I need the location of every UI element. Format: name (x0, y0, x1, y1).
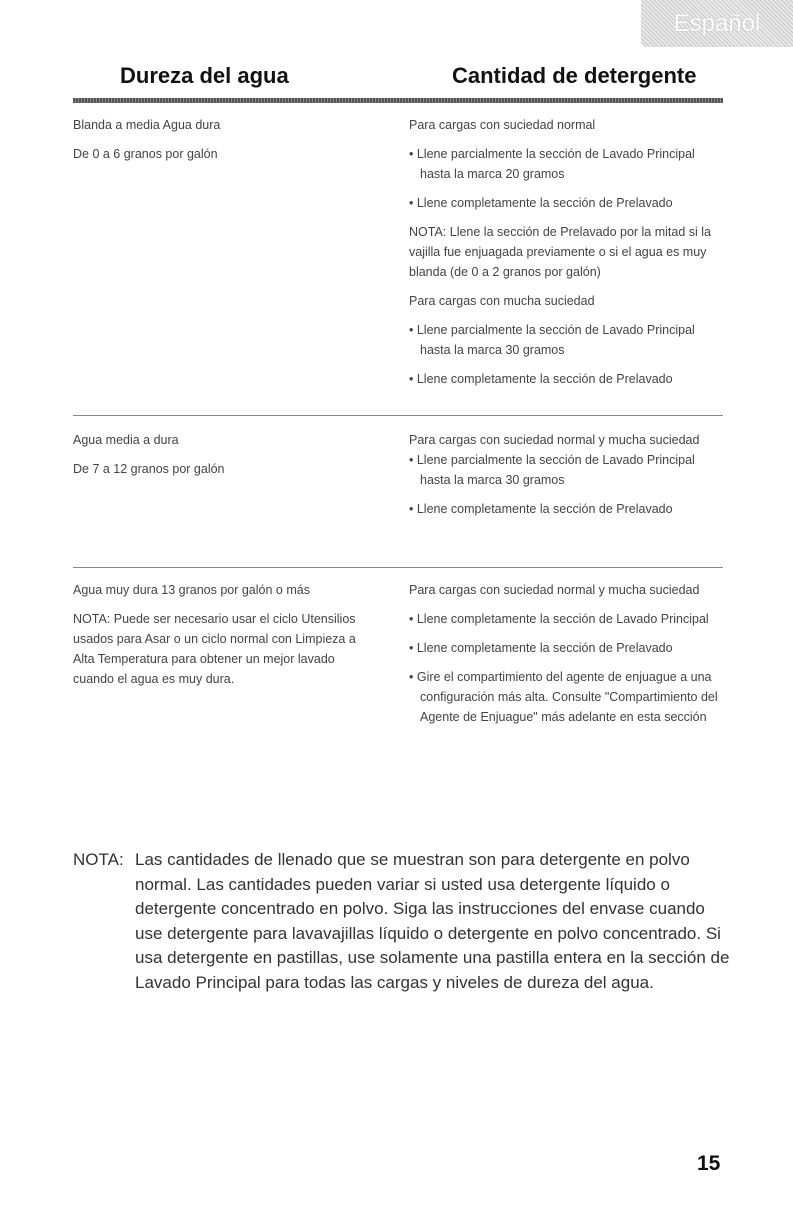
instruction-bullet: • Llene completamente la sección de Prelavado (409, 196, 673, 210)
hardness-cell (73, 580, 383, 689)
instruction-bullet: • Llene parcialmente la sección de Lavado Principal hasta la marca 30 gramos (409, 453, 695, 487)
instruction-bullet: • Llene completamente la sección de Lavado Principal (409, 612, 709, 626)
row-divider (73, 415, 723, 416)
table-header (0, 63, 793, 103)
water-hardness-heading: Dureza del agua (120, 63, 289, 88)
row-divider (73, 567, 723, 568)
load-type: Para cargas con suciedad normal (409, 118, 596, 132)
instruction-bullet: • Gire el compartimiento del agente de enjuague a una configuración más alta. Consulte "Compartimiento del Agente de Enjuague" más adelante en esta sección (409, 670, 718, 724)
page-number: 15 (697, 1152, 721, 1175)
detergent-cell (409, 115, 723, 389)
hardness-note: NOTA: Puede ser necesario usar el ciclo Utensilios usados para Asar o un ciclo normal con Limpieza a Alta Temperatura para obtener un mejor lavado cuando el agua es muy dura. (73, 612, 356, 686)
instruction-bullet: • Llene completamente la sección de Prelavado (409, 372, 673, 386)
load-type: Para cargas con suciedad normal y mucha suciedad (409, 433, 700, 447)
instruction-bullet: • Llene completamente la sección de Prelavado (409, 641, 673, 655)
hardness-level: Blanda a media Agua dura (73, 118, 221, 132)
general-note (73, 848, 733, 995)
hardness-range: De 7 a 12 granos por galón (73, 462, 225, 476)
header-rule (73, 98, 723, 103)
note-text: Las cantidades de llenado que se muestran son para detergente en polvo normal. Las cantidades pueden variar si usted usa detergente líquido o detergente concentrado en polvo. Siga las instrucciones del envase cuando use detergente para lavavajillas líquido o detergente en polvo concentrado. Si usa detergente en pastillas, use solamente una pastilla entera en la sección de Lavado Principal para todas las cargas y niveles de dureza del agua. (135, 850, 730, 992)
instruction-note: NOTA: Llene la sección de Prelavado por la mitad si la vajilla fue enjuagada previamente o si el agua es muy blanda (de 0 a 2 granos por galón) (409, 225, 712, 279)
detergent-cell (409, 580, 723, 727)
hardness-cell (73, 430, 383, 479)
hardness-level: Agua media a dura (73, 433, 179, 447)
language-tab (641, 0, 793, 47)
load-type: Para cargas con suciedad normal y mucha suciedad (409, 583, 700, 597)
hardness-level: Agua muy dura 13 granos por galón o más (73, 583, 310, 597)
instruction-bullet: • Llene completamente la sección de Prelavado (409, 502, 673, 516)
instruction-bullet: • Llene parcialmente la sección de Lavado Principal hasta la marca 30 gramos (409, 323, 695, 357)
note-label: NOTA: (73, 850, 124, 869)
detergent-amount-heading: Cantidad de detergente (452, 63, 697, 88)
hardness-cell (73, 115, 383, 164)
load-type: Para cargas con mucha suciedad (409, 294, 595, 308)
detergent-cell (409, 430, 723, 519)
language-label: Español (673, 9, 761, 37)
hardness-range: De 0 a 6 granos por galón (73, 147, 218, 161)
instruction-bullet: • Llene parcialmente la sección de Lavado Principal hasta la marca 20 gramos (409, 147, 695, 181)
